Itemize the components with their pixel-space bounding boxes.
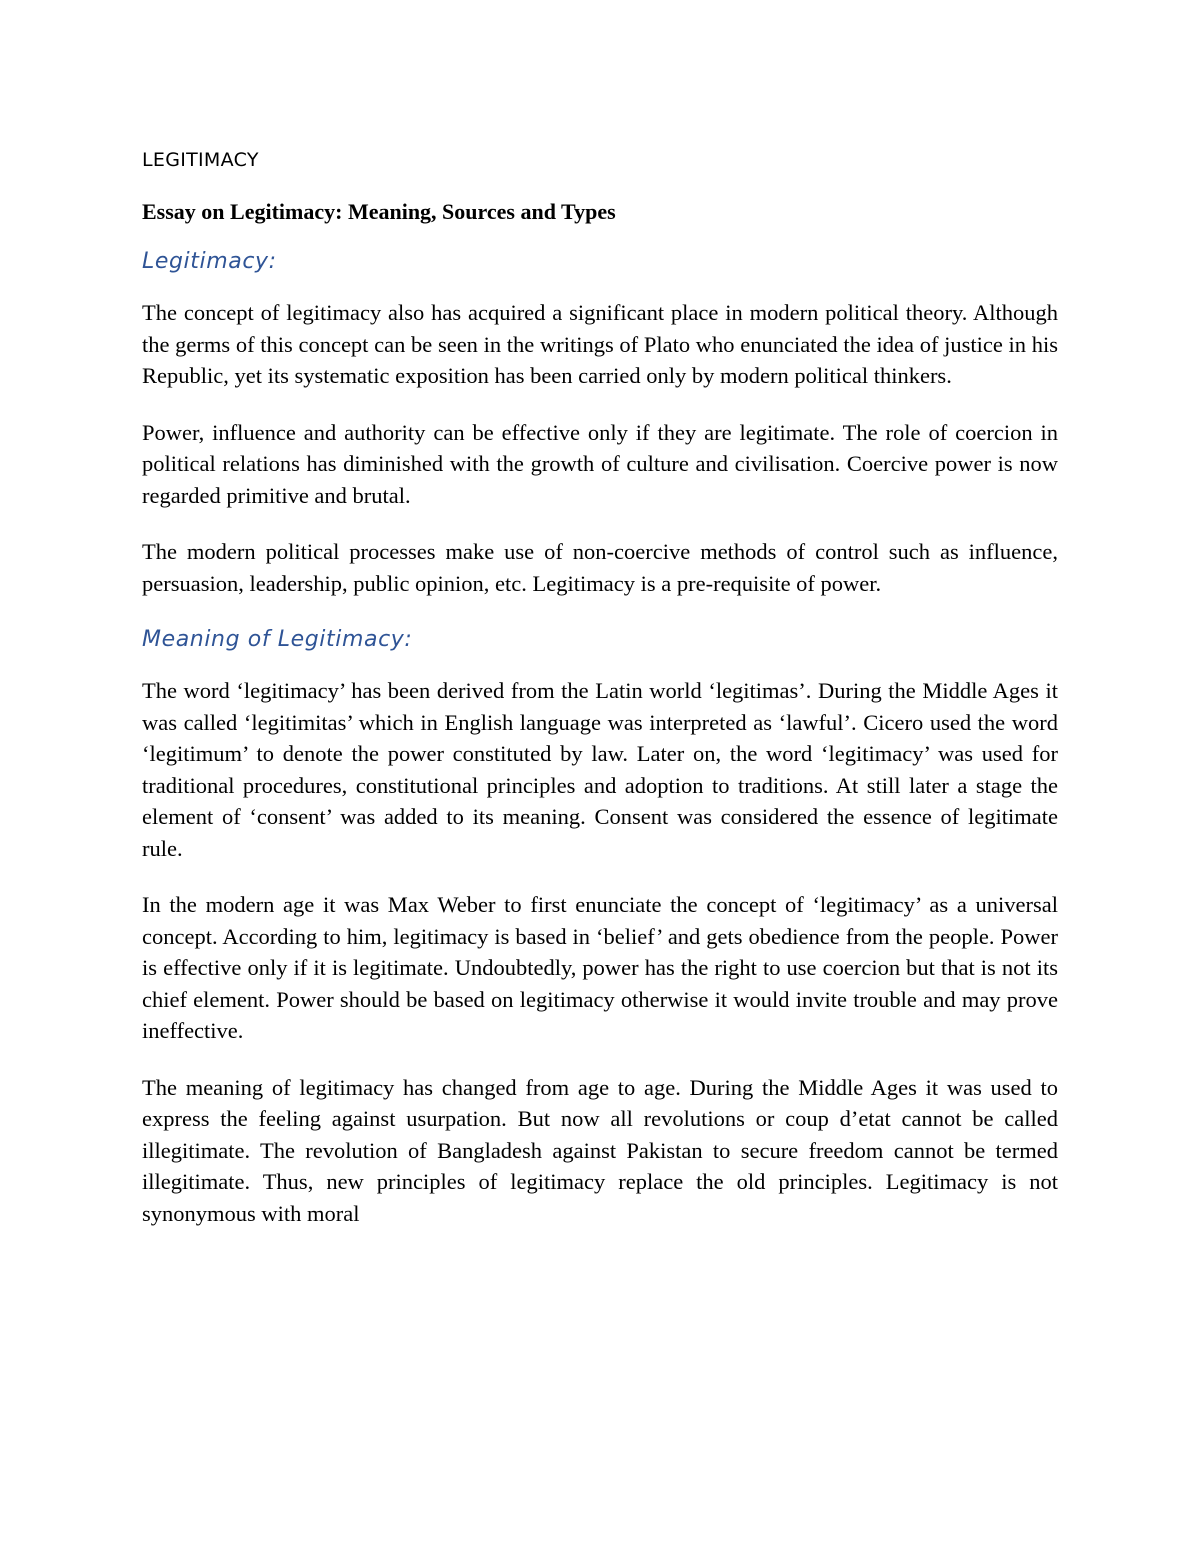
document-body xyxy=(142,146,1058,1254)
document-label: LEGITIMACY xyxy=(142,149,259,171)
paragraph: In the modern age it was Max Weber to first enunciate the concept of ‘legitimacy’ as a universal concept. According to him, legitimacy is based in ‘belief’ and gets obedience from the people. Power is effective only if it is legitimate. Undoubtedly, power has the right to use coercion but that is not its chief element. Power should be based on legitimacy otherwise it would invite trouble and may prove ineffective. xyxy=(142,892,1058,1043)
paragraph: The meaning of legitimacy has changed from age to age. During the Middle Ages it was used to express the feeling against usurpation. But now all revolutions or coup d’etat cannot be called illegitimate. The revolution of Bangladesh against Pakistan to secure freedom cannot be termed illegitimate. Thus, new principles of legitimacy replace the old principles. Legitimacy is not synonymous with moral xyxy=(142,1074,1058,1226)
paragraph: The word ‘legitimacy’ has been derived from the Latin world ‘legitimas’. During the Middle Ages it was called ‘legitimitas’ which in English language was interpreted as ‘lawful’. Cicero used the word ‘legitimum’ to denote the power constituted by law. Later on, the word ‘legitimacy’ was used for traditional procedures, constitutional principles and adoption to traditions. At still later a stage the element of ‘consent’ was added to its meaning. Consent was considered the essence of legitimate rule. xyxy=(142,678,1058,861)
paragraph: The concept of legitimacy also has acquired a significant place in modern political theory. Although the germs of this concept can be seen in the writings of Plato who enunciated the idea of justice in his Republic, yet its systematic exposition has been carried only by modern political thinkers. xyxy=(142,300,1058,388)
paragraph: Power, influence and authority can be effective only if they are legitimate. The role of coercion in political relations has diminished with the growth of culture and civilisation. Coercive power is now regarded primitive and brutal. xyxy=(142,419,1058,508)
paragraph: The modern political processes make use of non-coercive methods of control such as influence, persuasion, leadership, public opinion, etc. Legitimacy is a pre-requisite of power. xyxy=(142,539,1058,596)
section-heading-meaning: Meaning of Legitimacy: xyxy=(142,627,413,652)
section-heading-legitimacy: Legitimacy: xyxy=(142,249,277,274)
document-title: Essay on Legitimacy: Meaning, Sources and Types xyxy=(142,199,616,224)
